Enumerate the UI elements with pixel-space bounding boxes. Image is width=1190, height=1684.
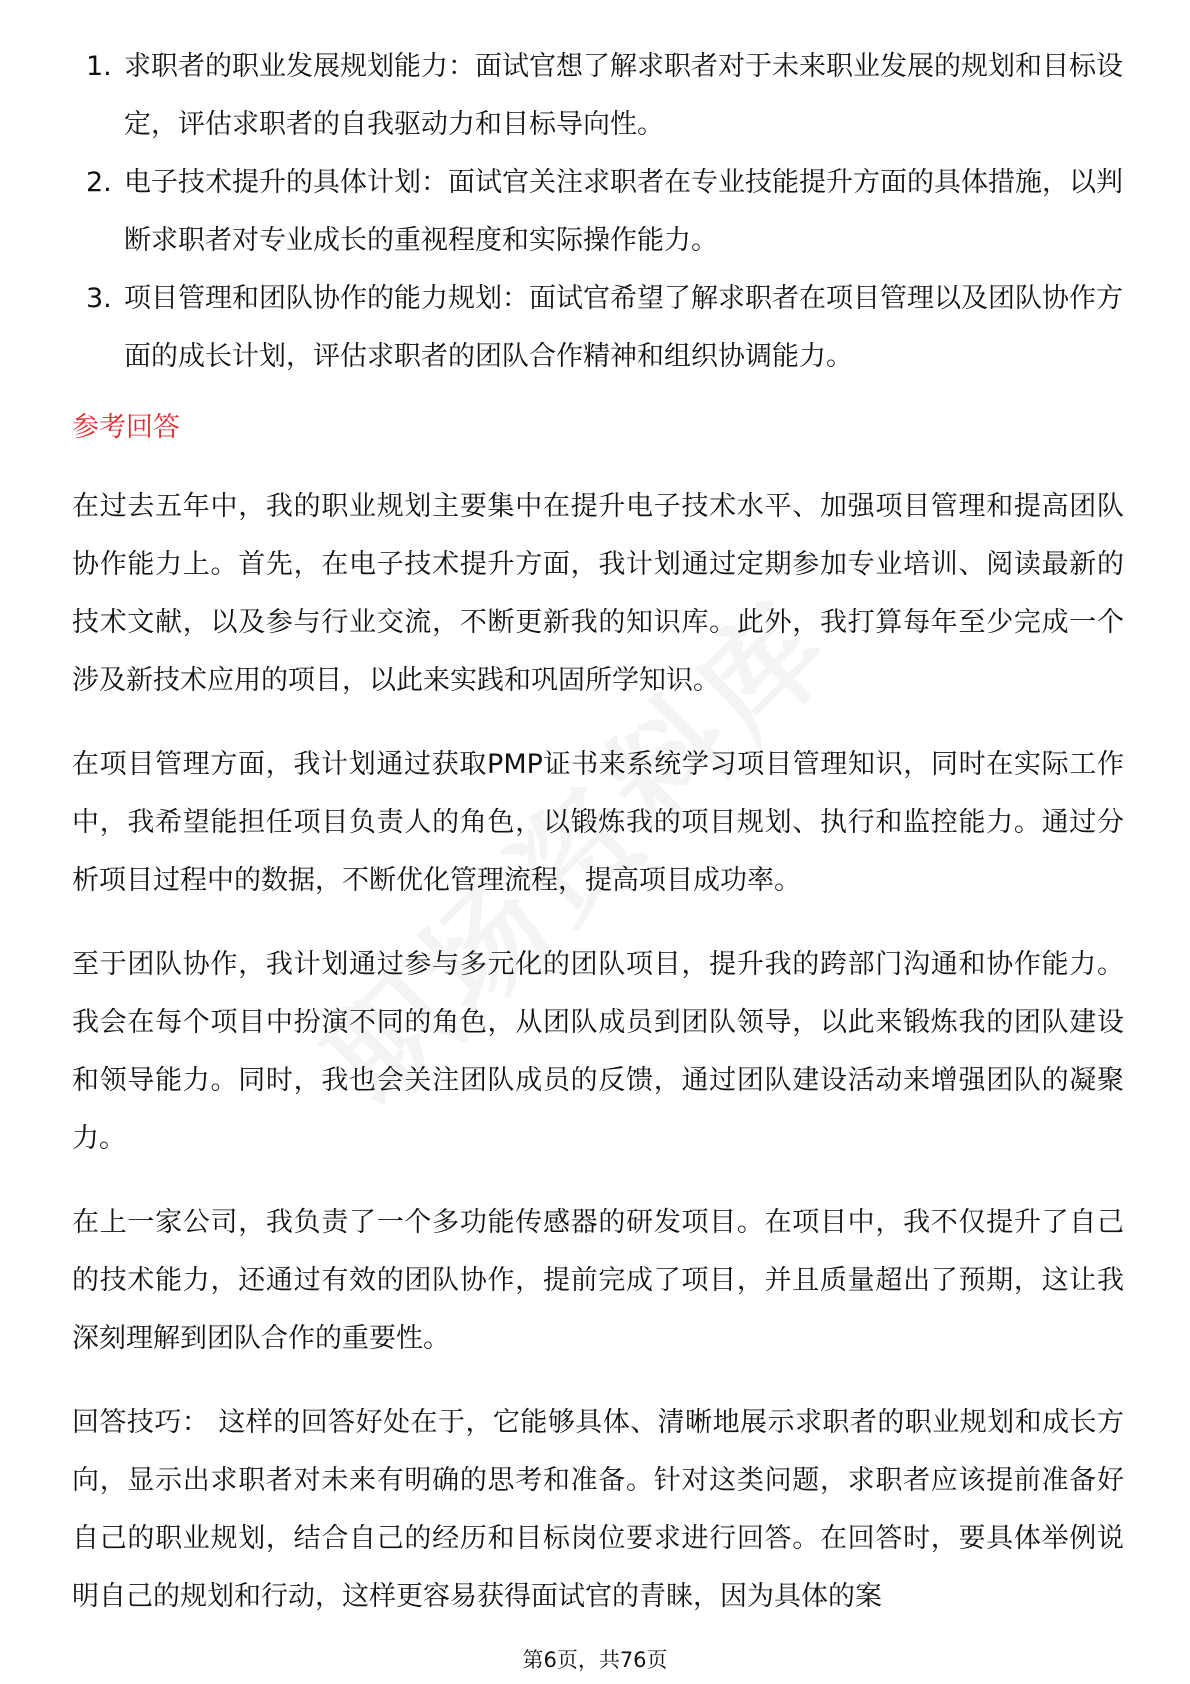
list-item-text: 项目管理和团队协作的能力规划：面试官希望了解求职者在项目管理以及团队协作方面的成长计划，评估求职者的团队合作精神和组织协调能力。: [124, 283, 1123, 372]
list-item-text: 电子技术提升的具体计划：面试官关注求职者在专业技能提升方面的具体措施，以判断求职者对专业成长的重视程度和实际操作能力。: [124, 167, 1123, 256]
list-item-number: 3.: [86, 283, 112, 314]
section-title: 参考回答: [72, 412, 180, 443]
page-number-footer: 第6页，共76页: [522, 1648, 668, 1672]
list-item: [72, 38, 1132, 154]
list-item: [72, 154, 1132, 270]
list-item-text: 求职者的职业发展规划能力：面试官想了解求职者对于未来职业发展的规划和目标设定，评估求职者的自我驱动力和目标导向性。: [124, 51, 1123, 140]
answer-tips-paragraph: 回答技巧： 这样的回答好处在于，它能够具体、清晰地展示求职者的职业规划和成长方向，显示出求职者对未来有明确的思考和准备。针对这类问题，求职者应该提前准备好自己的职业规划，结合自己的经历和目标岗位要求进行回答。在回答时，要具体举例说明自己的规划和行动，这样更容易获得面试官的青睐，因为具体的案: [72, 1407, 1124, 1612]
list-item-number: 2.: [86, 167, 112, 198]
answer-paragraph: 在上一家公司，我负责了一个多功能传感器的研发项目。在项目中，我不仅提升了自己的技术能力，还通过有效的团队协作，提前完成了项目，并且质量超出了预期，这让我深刻理解到团队合作的重要性。: [72, 1207, 1124, 1354]
answer-paragraph: 至于团队协作，我计划通过参与多元化的团队项目，提升我的跨部门沟通和协作能力。我会在每个项目中扮演不同的角色，从团队成员到团队领导，以此来锻炼我的团队建设和领导能力。同时，我也会关注团队成员的反馈，通过团队建设活动来增强团队的凝聚力。: [72, 949, 1124, 1154]
interview-points-list: [72, 38, 1132, 386]
answer-paragraph: 在过去五年中，我的职业规划主要集中在提升电子技术水平、加强项目管理和提高团队协作能力上。首先，在电子技术提升方面，我计划通过定期参加专业培训、阅读最新的技术文献，以及参与行业交流，不断更新我的知识库。此外，我打算每年至少完成一个涉及新技术应用的项目，以此来实践和巩固所学知识。: [72, 491, 1124, 696]
list-item-number: 1.: [86, 51, 112, 82]
list-item: [72, 270, 1132, 386]
answer-paragraph: 在项目管理方面，我计划通过获取PMP证书来系统学习项目管理知识，同时在实际工作中，我希望能担任项目负责人的角色，以锻炼我的项目规划、执行和监控能力。通过分析项目过程中的数据，不断优化管理流程，提高项目成功率。: [72, 749, 1124, 896]
